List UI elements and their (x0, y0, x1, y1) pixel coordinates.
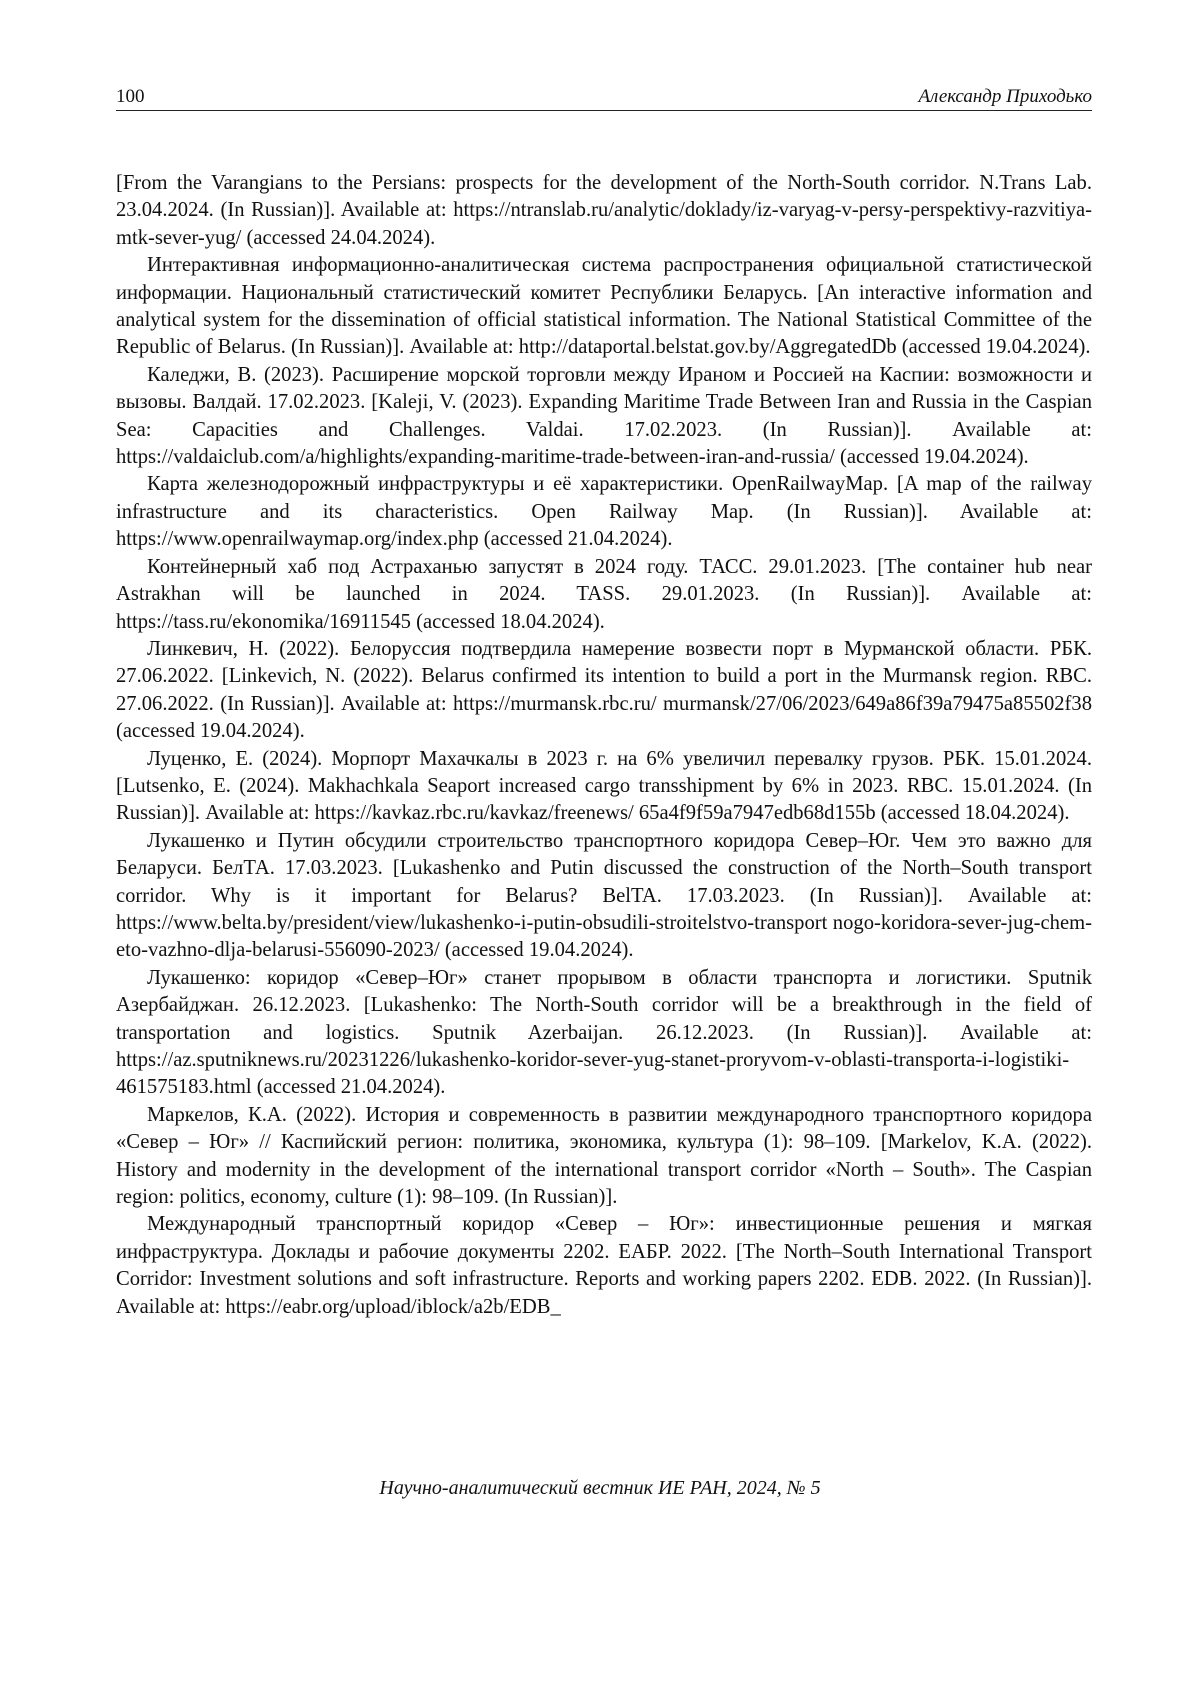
running-author: Александр Приходько (918, 86, 1092, 107)
journal-footer: Научно-аналитический вестник ИЕ РАН, 2024, № 5 (379, 1477, 821, 1499)
reference-entry: Интерактивная информационно-аналитическая система распространения официальной статистической информации. Национальный статистический комитет Республики Беларусь. [An interactive information and analytical system for the dissemination of official statistical information. The National Statistical Committee of the Republic of Belarus. (In Russian)]. Available at: http://dataportal.belstat.gov.by/AggregatedDb (accessed 19.04.2024). (116, 254, 1092, 359)
reference-entry: Карта железнодорожный инфраструктуры и её характеристики. OpenRailwayMap. [A map of the railway infrastructure and its characteristics. Open Railway Map. (In Russian)]. Available at: https://www.openrailwaymap.org/index.php (accessed 21.04.2024). (116, 473, 1092, 551)
running-header (116, 84, 1092, 111)
reference-entry: Каледжи, В. (2023). Расширение морской торговли между Ираном и Россией на Каспии: возможности и вызовы. Валдай. 17.02.2023. [Kaleji, V. (2023). Expanding Maritime Trade Between Iran and Russia in the Caspian Sea: Capacities and Challenges. Valdai. 17.02.2023. (In Russian)]. Available at: https://valdaiclub.com/a/highlights/expanding-maritime-trade-between-iran-and-russia/ (accessed 19.04.2024). (116, 363, 1092, 469)
reference-list (116, 170, 1092, 1321)
reference-entry: Лукашенко: коридор «Север–Юг» станет прорывом в области транспорта и логистики. Sputnik Азербайджан. 26.12.2023. [Lukashenko: The North-South corridor will be a breakthrough in the field of transportation and logistics. Sputnik Azerbaijan. 26.12.2023. (In Russian)]. Available at: https://az.sputniknews.ru/20231226/lukashenko-koridor-sever-yug-stanet-proryvom-v-oblasti-transporta-i-logistiki-461575183.html (accessed 21.04.2024). (116, 966, 1092, 1099)
reference-entry: Линкевич, Н. (2022). Белоруссия подтвердила намерение возвести порт в Мурманской области. РБК. 27.06.2022. [Linkevich, N. (2022). Belarus confirmed its intention to build a port in the Murmansk region. RBC. 27.06.2022. (In Russian)]. Available at: https://murmansk.rbc.ru/ murmansk/27/06/2023/649a86f39a79475a85502f38 (accessed 19.04.2024). (116, 637, 1092, 743)
reference-entry: Маркелов, К.А. (2022). История и современность в развитии международного транспортного коридора «Север – Юг» // Каспийский регион: политика, экономика, культура (1): 98–109. [Markelov, K.A. (2022). History and modernity in the development of the international transport corridor «North – South». The Caspian region: politics, economy, culture (1): 98–109. (In Russian)]. (116, 1103, 1092, 1209)
reference-entry: Луценко, Е. (2024). Морпорт Махачкалы в 2023 г. на 6% увеличил перевалку грузов. РБК. 15.01.2024. [Lutsenko, E. (2024). Makhachkala Seaport increased cargo transshipment by 6% in 2023. RBC. 15.01.2024. (In Russian)]. Available at: https://kavkaz.rbc.ru/kavkaz/freenews/ 65a4f9f59a7947edb68d155b (accessed 18.04.2024). (116, 747, 1092, 825)
reference-entry: Контейнерный хаб под Астраханью запустят в 2024 году. ТАСС. 29.01.2023. [The container hub near Astrakhan will be launched in 2024. TASS. 29.01.2023. (In Russian)]. Available at: https://tass.ru/ekonomika/16911545 (accessed 18.04.2024). (116, 555, 1092, 633)
reference-entry: Международный транспортный коридор «Север – Юг»: инвестиционные решения и мягкая инфраструктура. Доклады и рабочие документы 2202. ЕАБР. 2022. [The North–South International Transport Corridor: Investment solutions and soft infrastructure. Reports and working papers 2202. EDB. 2022. (In Russian)]. Available at: https://eabr.org/upload/iblock/a2b/EDB_ (116, 1213, 1092, 1318)
page-number: 100 (116, 86, 145, 107)
reference-entry: Лукашенко и Путин обсудили строительство транспортного коридора Север–Юг. Чем это важно для Беларуси. БелТА. 17.03.2023. [Lukashenko and Putin discussed the construction of the North–South transport corridor. Why is it important for Belarus? BelTA. 17.03.2023. (In Russian)]. Available at: https://www.belta.by/president/view/lukashenko-i-putin-obsudili-stroitelstvo-transport nogo-koridora-sever-jug-chem-eto-vazhno-dlja-belarusi-556090-2023/ (accessed 19.04.2024). (116, 829, 1092, 962)
reference-entry: [From the Varangians to the Persians: prospects for the development of the North-South corridor. N.Trans Lab. 23.04.2024. (In Russian)]. Available at: https://ntranslab.ru/analytic/doklady/iz-varyag-v-persy-perspektivy-razvitiya-mtk-sever-yug/ (accessed 24.04.2024). (116, 172, 1092, 249)
